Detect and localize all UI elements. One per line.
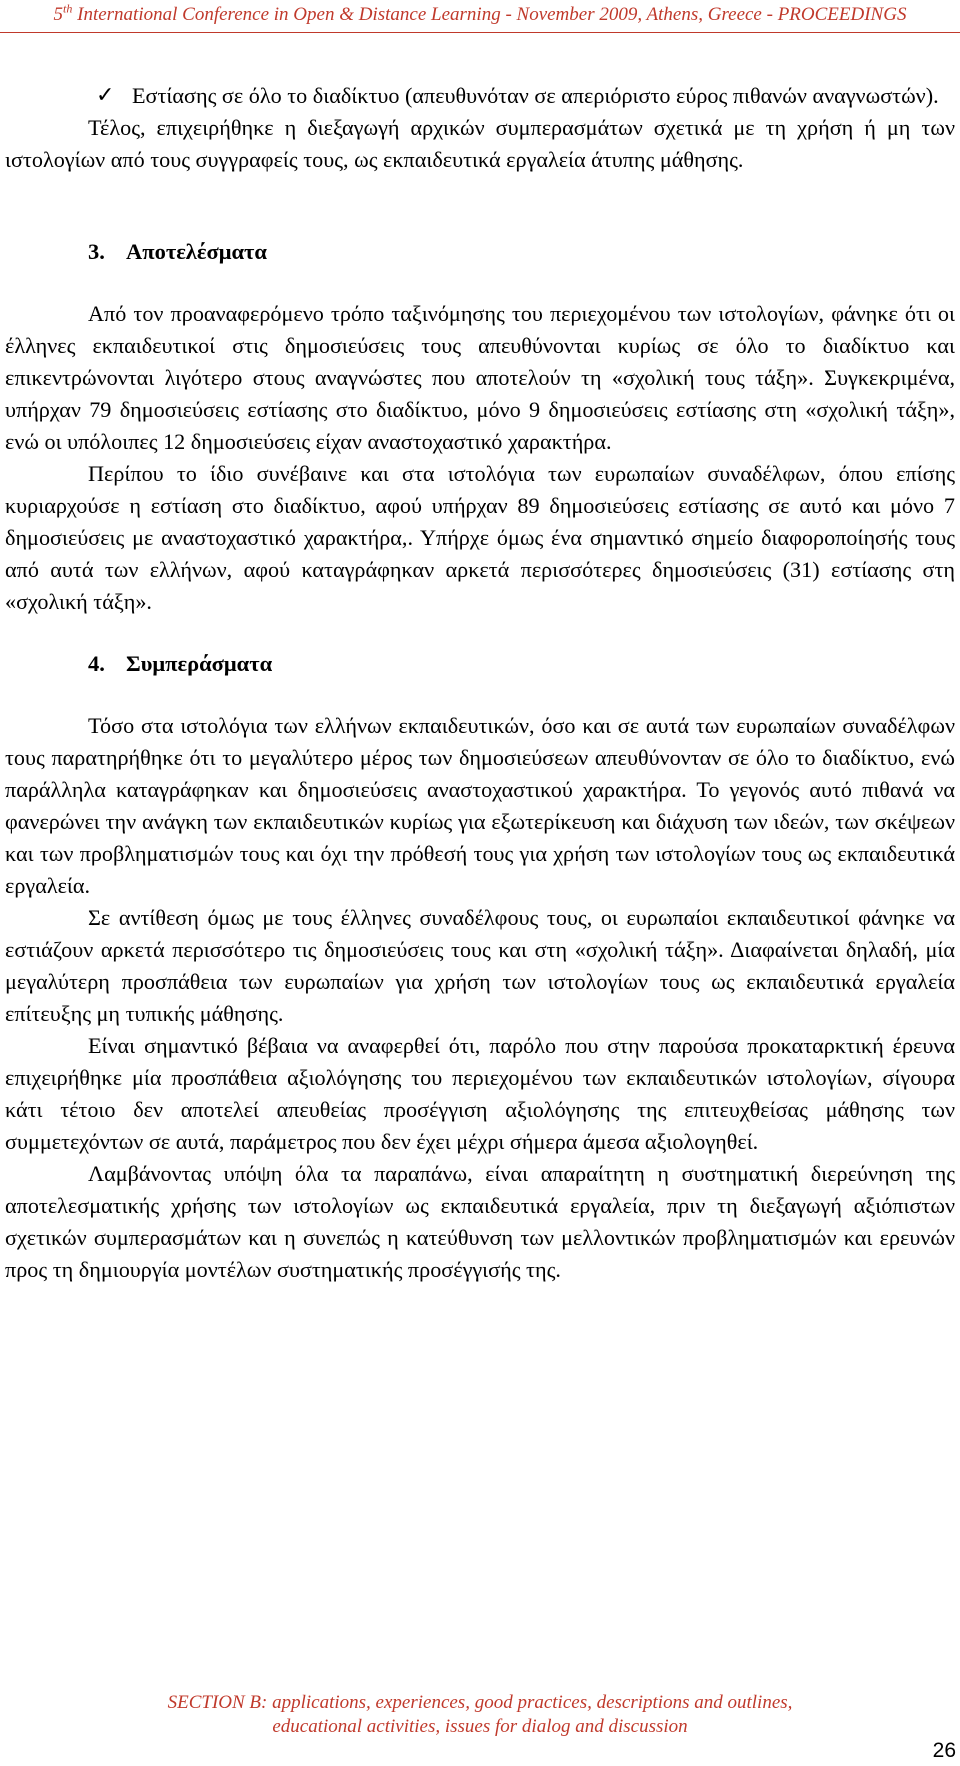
conclusions-paragraph-1: Τόσο στα ιστολόγια των ελλήνων εκπαιδευτικών, όσο και σε αυτά των ευρωπαίων συναδέλφων τους παρατηρήθηκε ότι το μεγαλύτερο μέρος των δημοσιεύσεων απευθύνονταν σε όλο το διαδίκτυο, ενώ παράλληλα καταγράφηκαν και δημοσιεύσεις αναστοχαστικού χαρακτήρα. Το γεγονός αυτό πιθανά να φανερώνει την ανάγκη των εκπαιδευτικών κυρίως για εξωτερίκευση και διάχυση των ιδεών, των σκέψεων και των προβληματισμών τους και όχι την πρόθεσή τους για χρήση των ιστολογίων τους ως εκπαιδευτικά εργαλεία. [5,713,955,898]
page-footer [0,1691,960,1739]
section-number: 4. [88,651,105,676]
conclusions-paragraph-3: Είναι σημαντικό βέβαια να αναφερθεί ότι, παρόλο που στην παρούσα προκαταρκτική έρευνα επιχειρήθηκε μία προσπάθεια αξιολόγησης του περιεχομένου των εκπαιδευτικών ιστολογίων, σίγουρα κάτι τέτοιο δεν αποτελεί απευθείας προσέγγιση αξιολόγησης της επιτευχθείσας μάθησης των συμμετεχόντων σε αυτά, παράμετρος που δεν έχει μέχρι σήμερα άμεσα αξιολογηθεί. [5,1033,955,1154]
results-paragraph-1: Από τον προαναφερόμενο τρόπο ταξινόμησης του περιεχομένου των ιστολογίων, φάνηκε ότι οι έλληνες εκπαιδευτικοί στις δημοσιεύσεις τους απευθύνονται κυρίως σε όλο το διαδίκτυο και επικεντρώνονται λιγότερο στους αναγνώστες που αποτελούν τη «σχολική τους τάξη». Συγκεκριμένα, υπήρχαν 79 δημοσιεύσεις εστίασης στο διαδίκτυο, μόνο 9 δημοσιεύσεις εστίασης στη «σχολική τάξη», ενώ οι υπόλοιπες 12 δημοσιεύσεις είχαν αναστοχαστικό χαρακτήρα. [5,301,955,454]
footer-line-1: SECTION B: applications, experiences, good practices, descriptions and outlines, [167,1692,793,1713]
intro-paragraph: Τέλος, επιχειρήθηκε η διεξαγωγή αρχικών συμπερασμάτων σχετικά με τη χρήση ή μη των ιστολογίων από τους συγγραφείς τους, ως εκπαιδευτικά εργαλεία άτυπης μάθησης. [5,115,955,172]
spacer [5,618,955,648]
footer-line-2: educational activities, issues for dialog and discussion [272,1716,688,1737]
bullet-item [96,80,955,112]
section-number: 3. [88,239,105,264]
section-heading-conclusions [5,648,955,680]
results-paragraph-2: Περίπου το ίδιο συνέβαινε και στα ιστολόγια των ευρωπαίων συναδέλφων, όπου επίσης κυριαρχούσε η εστίαση στο διαδίκτυο, αφού υπήρχαν 89 δημοσιεύσεις εστίασης σε αυτό και μόνο 7 δημοσιεύσεις με αναστοχαστικό χαρακτήρα,. Υπήρχε όμως ένα σημαντικό σημείο διαφοροποίησής τους από αυτά των ελλήνων, αφού καταγράφηκαν αρκετά περισσότερες δημοσιεύσεις (31) εστίασης στη «σχολική τάξη». [5,461,955,614]
page-content [5,80,955,1286]
header-number: 5 [53,4,64,25]
header-text: International Conference in Open & Distance Learning - November 2009, Athens, Greece - PROCEEDINGS [72,4,907,25]
check-icon: ✓ [96,83,115,108]
section-heading-results [5,236,955,268]
conclusions-paragraph-4: Λαμβάνοντας υπόψη όλα τα παραπάνω, είναι απαραίτητη η συστηματική διερεύνηση της αποτελεσματικής χρήσης των ιστολογίων ως εκπαιδευτικά εργαλεία, πριν τη διεξαγωγή αξιόπιστων σχετικών συμπερασμάτων και η συνεπώς η κατεύθυνση των μελλοντικών προβληματισμών και ερευνών προς τη δημιουργία μοντέλων συστηματικής προσέγγισής της. [5,1161,955,1282]
header-divider [0,32,960,33]
bullet-text: Εστίασης σε όλο το διαδίκτυο (απευθυνόταν σε απεριόριστο εύρος πιθανών αναγνωστών). [132,83,939,108]
section-title: Συμπεράσματα [126,651,273,676]
section-title: Αποτελέσματα [126,239,267,264]
spacer [5,176,955,236]
spacer [5,268,955,298]
conclusions-paragraph-2: Σε αντίθεση όμως με τους έλληνες συναδέλφους τους, οι ευρωπαίοι εκπαιδευτικοί φάνηκε να εστιάζουν αρκετά περισσότερο τις δημοσιεύσεις τους και στη «σχολική τάξη». Διαφαίνεται δηλαδή, μία μεγαλύτερη προσπάθεια των ευρωπαίων για χρήση των ιστολογίων τους ως εκπαιδευτικά εργαλεία επίτευξης μη τυπικής μάθησης. [5,905,955,1026]
spacer [5,680,955,710]
page-header [0,0,960,30]
header-superscript: th [63,1,73,16]
page-number: 26 [932,1739,956,1762]
